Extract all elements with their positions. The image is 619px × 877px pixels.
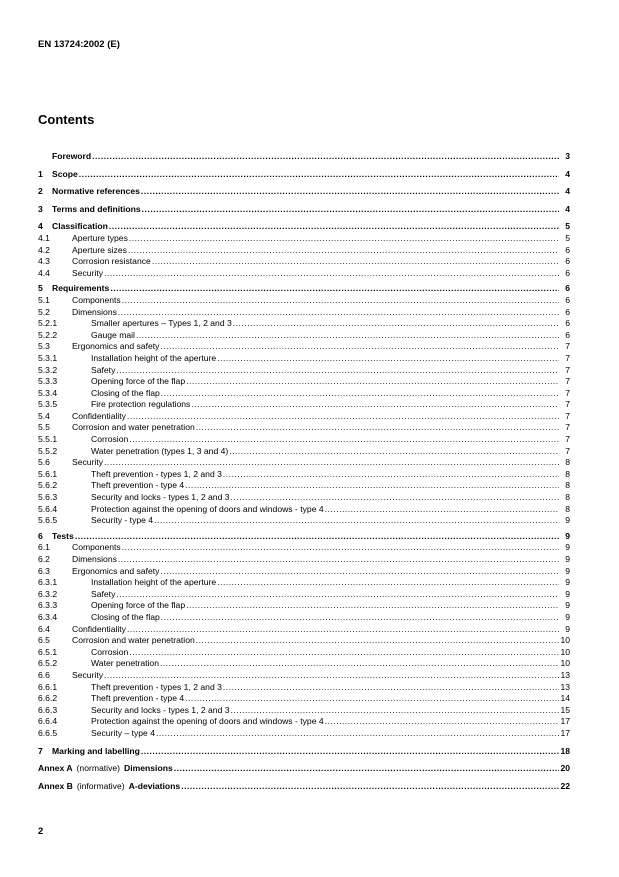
toc-entry-number: 5.6.2 [38, 480, 58, 491]
toc-entry-number: Annex A [38, 763, 73, 774]
toc-entry[interactable] [38, 283, 570, 295]
toc-entry-number: 4.1 [38, 232, 50, 243]
dot-leader [161, 388, 559, 400]
toc-entry-title: Closing of the flap [91, 387, 160, 398]
toc-entry-title: Foreword [52, 151, 92, 161]
dot-leader [325, 716, 559, 728]
dot-leader [129, 233, 559, 245]
toc-entry[interactable] [38, 318, 570, 330]
toc-entry-number: 6.3 [38, 565, 50, 576]
toc-entry-page: 4 [565, 203, 570, 214]
dot-leader [92, 151, 559, 163]
toc-entry-title: Installation height of the aperture [91, 352, 217, 363]
toc-entry-number: Annex B [38, 780, 73, 791]
dot-leader [75, 531, 559, 543]
toc-entry-number: 5.1 [38, 294, 50, 305]
toc-entry-page: 10 [560, 658, 570, 669]
toc-entry-page: 6 [565, 329, 570, 340]
toc-entry-number: 5.3.3 [38, 376, 58, 387]
toc-entry[interactable] [38, 624, 570, 636]
toc-entry[interactable] [38, 647, 570, 659]
toc-entry-page: 6 [565, 306, 570, 317]
toc-entry-title: Protection against the opening of doors and windows - type 4 [91, 716, 324, 727]
toc-entry-page: 9 [565, 515, 570, 526]
toc-entry[interactable] [38, 186, 570, 198]
toc-entry-page: 7 [565, 399, 570, 410]
toc-entry-title: Security – type 4 [91, 727, 156, 738]
dot-leader [110, 283, 559, 295]
toc-entry-number: 5.5.1 [38, 434, 58, 445]
dot-leader [142, 204, 559, 216]
toc-entry-number: 7 [38, 745, 43, 756]
toc-entry-page: 8 [565, 457, 570, 468]
toc-entry-number: 6.5.2 [38, 658, 58, 669]
toc-entry-number: 6.5.1 [38, 646, 58, 657]
toc-entry[interactable] [38, 682, 570, 694]
toc-entry[interactable] [38, 612, 570, 624]
toc-entry-page: 7 [565, 422, 570, 433]
dot-leader [191, 399, 559, 411]
toc-entry-number: 4.2 [38, 244, 50, 255]
dot-leader [161, 612, 559, 624]
dot-leader [127, 624, 559, 636]
toc-entry-title: Security [72, 267, 104, 278]
toc-entry-title: Closing of the flap [91, 611, 160, 622]
toc-entry-number: 1 [38, 168, 43, 179]
dot-leader [136, 330, 559, 342]
dot-leader [104, 268, 559, 280]
toc-entry-number: 5.5.2 [38, 445, 58, 456]
toc-entry[interactable] [38, 365, 570, 377]
toc-entry-title: A-deviations [128, 780, 181, 791]
toc-entry-page: 9 [565, 623, 570, 634]
dot-leader [223, 469, 559, 481]
toc-entry[interactable] [38, 411, 570, 423]
dot-leader [160, 658, 559, 670]
toc-entry-title: Components [72, 542, 121, 553]
toc-entry-title: Theft prevention - type 4 [91, 693, 185, 704]
toc-entry-number: 6.6 [38, 669, 50, 680]
toc-entry-number: 5.6.4 [38, 503, 58, 514]
dot-leader [118, 307, 559, 319]
toc-entry-title: Security and locks - types 1, 2 and 3 [91, 704, 230, 715]
toc-entry-page: 8 [565, 492, 570, 503]
toc-entry-page: 9 [565, 542, 570, 553]
toc-entry-page: 9 [565, 588, 570, 599]
toc-entry[interactable] [38, 705, 570, 717]
toc-entry-page: 7 [565, 410, 570, 421]
dot-leader [127, 411, 559, 423]
toc-entry-number: 6 [38, 530, 43, 541]
toc-entry[interactable] [38, 589, 570, 601]
toc-entry-number: 6.6.4 [38, 716, 58, 727]
dot-leader [129, 434, 559, 446]
toc-entry[interactable] [38, 504, 570, 516]
dot-leader [233, 318, 559, 330]
toc-entry-page: 9 [565, 565, 570, 576]
toc-entry[interactable] [38, 716, 570, 728]
toc-entry[interactable] [38, 728, 570, 740]
toc-entry-page: 10 [560, 635, 570, 646]
dot-leader [152, 256, 559, 268]
dot-leader [160, 341, 559, 353]
dot-leader [116, 589, 559, 601]
toc-entry-page: 9 [565, 577, 570, 588]
toc-entry-page: 6 [565, 244, 570, 255]
dot-leader [154, 515, 559, 527]
toc-entry-title: Corrosion [91, 646, 129, 657]
toc-entry-title: Tests [52, 530, 74, 541]
toc-entry-title: Theft prevention - types 1, 2 and 3 [91, 468, 222, 479]
toc-entry-page: 18 [560, 745, 570, 756]
toc-entry-title: Dimensions [124, 763, 173, 774]
toc-entry-title: Security [72, 669, 104, 680]
dot-leader [196, 635, 559, 647]
toc-entry[interactable] [38, 233, 570, 245]
toc-entry[interactable] [38, 457, 570, 469]
toc-entry[interactable] [38, 376, 570, 388]
toc-entry-number: 5.5 [38, 422, 50, 433]
toc-entry[interactable] [38, 341, 570, 353]
toc-entry-page: 7 [565, 341, 570, 352]
dot-leader [116, 365, 559, 377]
toc-entry[interactable] [38, 763, 570, 775]
toc-entry-title: Theft prevention - types 1, 2 and 3 [91, 681, 222, 692]
toc-entry-number: 6.3.1 [38, 577, 58, 588]
dot-leader [217, 353, 559, 365]
toc-entry-number: 5.3.2 [38, 364, 58, 375]
document-id-header: EN 13724:2002 (E) [38, 39, 120, 50]
dot-leader [185, 693, 559, 705]
dot-leader [186, 376, 559, 388]
toc-entry-page: 14 [560, 693, 570, 704]
toc-entry-number: 6.6.2 [38, 693, 58, 704]
toc-entry-title: Dimensions [72, 554, 117, 564]
toc-entry[interactable] [38, 480, 570, 492]
toc-entry-page: 10 [560, 646, 570, 657]
toc-entry[interactable] [38, 268, 570, 280]
toc-entry-page: 5 [565, 221, 570, 232]
toc-entry[interactable] [38, 434, 570, 446]
toc-entry[interactable] [38, 256, 570, 268]
toc-entry-number: 5.2.1 [38, 318, 58, 329]
toc-entry-number: 6.1 [38, 542, 50, 553]
toc-entry[interactable] [38, 566, 570, 578]
toc-entry-number: 3 [38, 203, 43, 214]
toc-entry-title: Corrosion resistance [72, 256, 151, 267]
dot-leader [141, 186, 559, 198]
toc-entry-number: 5.2.2 [38, 329, 58, 340]
dot-leader [217, 577, 559, 589]
toc-entry[interactable] [38, 399, 570, 411]
dot-leader [129, 647, 559, 659]
toc-entry-title: Water penetration (types 1, 3 and 4) [91, 445, 229, 456]
toc-entry-page: 9 [565, 600, 570, 611]
toc-entry-title: Safety [91, 588, 116, 599]
dot-leader [174, 763, 559, 775]
toc-entry-number: 6.2 [38, 554, 50, 564]
toc-entry[interactable] [38, 554, 570, 566]
toc-entry-number: 5.3 [38, 341, 50, 352]
toc-entry[interactable] [38, 531, 570, 543]
dot-leader [118, 554, 559, 566]
toc-entry-title: Ergonomics and safety [72, 565, 160, 576]
toc-entry-number: 5 [38, 283, 43, 294]
toc-entry-page: 8 [565, 503, 570, 514]
dot-leader [122, 295, 559, 307]
dot-leader [160, 566, 559, 578]
toc-entry[interactable] [38, 204, 570, 216]
toc-entry[interactable] [38, 746, 570, 758]
toc-entry[interactable] [38, 330, 570, 342]
dot-leader [223, 682, 559, 694]
toc-entry-title: Protection against the opening of doors and windows - type 4 [91, 503, 324, 514]
dot-leader [325, 504, 559, 516]
toc-entry-title: Fire protection regulations [91, 399, 191, 410]
toc-entry-page: 17 [560, 716, 570, 727]
toc-entry[interactable] [38, 295, 570, 307]
toc-entry-title: Aperture sizes [72, 244, 127, 255]
toc-entry-title: Security [72, 457, 104, 468]
toc-entry-title: Gauge mail [91, 329, 135, 340]
toc-entry[interactable] [38, 693, 570, 705]
toc-entry-number: 6.4 [38, 623, 50, 634]
toc-entry-title: Confidentiality [72, 410, 126, 421]
dot-leader [79, 169, 559, 181]
toc-entry-number: 5.3.1 [38, 352, 58, 363]
toc-entry-number: 4 [38, 221, 43, 232]
toc-entry-page: 7 [565, 376, 570, 387]
toc-entry-page: 6 [565, 318, 570, 329]
toc-entry-page: 8 [565, 468, 570, 479]
toc-entry-page: 15 [560, 704, 570, 715]
toc-entry-page: 8 [565, 480, 570, 491]
contents-title: Contents [38, 112, 95, 127]
toc-entry-number: 2 [38, 186, 43, 197]
toc-entry-number: 5.6.1 [38, 468, 58, 479]
toc-entry[interactable] [38, 169, 570, 181]
toc-entry-page: 7 [565, 352, 570, 363]
toc-entry-title: Safety [91, 364, 116, 375]
toc-entry-title: Terms and definitions [52, 203, 141, 214]
toc-entry-title: Corrosion and water penetration [72, 635, 195, 646]
toc-entry[interactable] [38, 446, 570, 458]
dot-leader [231, 492, 559, 504]
toc-entry-page: 4 [565, 186, 570, 197]
dot-leader [196, 422, 559, 434]
toc-entry-page: 5 [565, 232, 570, 243]
toc-entry-number: 5.3.5 [38, 399, 58, 410]
toc-entry-title: Requirements [52, 283, 110, 294]
dot-leader [104, 457, 559, 469]
toc-entry-page: 9 [565, 611, 570, 622]
dot-leader [186, 600, 559, 612]
toc-entry-page: 3 [565, 151, 570, 161]
toc-entry-title: Dimensions [72, 306, 117, 317]
toc-entry-page: 9 [565, 554, 570, 564]
dot-leader [104, 670, 559, 682]
toc-entry-page: 9 [565, 530, 570, 541]
toc-entry[interactable] [38, 515, 570, 527]
toc-entry[interactable] [38, 492, 570, 504]
toc-entry-title: Security and locks - types 1, 2 and 3 [91, 492, 230, 503]
toc-entry-number: 5.4 [38, 410, 50, 421]
dot-leader [122, 542, 559, 554]
dot-leader [185, 480, 559, 492]
dot-leader [141, 746, 559, 758]
toc-entry-number: 6.6.5 [38, 727, 58, 738]
toc-entry-title: Ergonomics and safety [72, 341, 160, 352]
toc-entry-title: Scope [52, 168, 78, 179]
toc-entry-title: Security - type 4 [91, 515, 154, 526]
toc-entry-number: 6.3.4 [38, 611, 58, 622]
dot-leader [109, 221, 559, 233]
toc-entry[interactable] [38, 353, 570, 365]
dot-leader [128, 245, 559, 257]
toc-entry-page: 6 [565, 294, 570, 305]
toc-entry-title: Classification [52, 221, 108, 232]
toc-entry-number: 4.3 [38, 256, 50, 267]
toc-entry-title: Smaller apertures – Types 1, 2 and 3 [91, 318, 232, 329]
toc-entry[interactable] [38, 635, 570, 647]
toc-entry-page: 20 [560, 763, 570, 774]
toc-entry-title: Components [72, 294, 121, 305]
toc-entry-page: 13 [560, 681, 570, 692]
toc-entry[interactable] [38, 577, 570, 589]
toc-entry-page: 17 [560, 727, 570, 738]
toc-entry-title: Theft prevention - type 4 [91, 480, 185, 491]
toc-entry[interactable] [38, 307, 570, 319]
toc-entry-title: Opening force of the flap [91, 376, 186, 387]
toc-entry-title: Water penetration [91, 658, 159, 669]
dot-leader [156, 728, 559, 740]
toc-entry-page: 6 [565, 283, 570, 294]
table-of-contents [38, 145, 570, 792]
toc-entry-page: 22 [560, 780, 570, 791]
toc-entry-number: 5.3.4 [38, 387, 58, 398]
toc-entry-title: Marking and labelling [52, 745, 140, 756]
toc-annex-type: (normative) [76, 763, 121, 774]
dot-leader [181, 781, 559, 793]
toc-entry[interactable] [38, 388, 570, 400]
toc-entry-title: Confidentiality [72, 623, 126, 634]
toc-entry-title: Normative references [52, 186, 140, 197]
toc-entry[interactable] [38, 245, 570, 257]
toc-entry[interactable] [38, 658, 570, 670]
toc-entry-title: Aperture types [72, 232, 128, 243]
toc-entry-page: 13 [560, 669, 570, 680]
dot-leader [231, 705, 559, 717]
dot-leader [229, 446, 559, 458]
toc-entry[interactable] [38, 221, 570, 233]
toc-entry-title: Installation height of the aperture [91, 577, 217, 588]
toc-entry[interactable] [38, 151, 570, 163]
toc-entry-number: 5.6.3 [38, 492, 58, 503]
toc-entry[interactable] [38, 781, 570, 793]
toc-annex-type: (informative) [76, 780, 125, 791]
toc-entry-number: 6.3.2 [38, 588, 58, 599]
toc-entry[interactable] [38, 422, 570, 434]
page-number: 2 [38, 826, 44, 837]
toc-entry[interactable] [38, 469, 570, 481]
toc-entry-number: 4.4 [38, 267, 50, 278]
toc-entry-number: 6.6.1 [38, 681, 58, 692]
toc-entry-number: 5.2 [38, 306, 50, 317]
toc-entry-page: 7 [565, 434, 570, 445]
toc-entry[interactable] [38, 670, 570, 682]
toc-entry-title: Opening force of the flap [91, 600, 186, 611]
toc-entry-page: 4 [565, 168, 570, 179]
toc-entry-number: 5.6 [38, 457, 50, 468]
toc-entry-page: 6 [565, 267, 570, 278]
toc-entry-page: 7 [565, 387, 570, 398]
toc-entry-number: 5.6.5 [38, 515, 58, 526]
toc-entry-page: 7 [565, 445, 570, 456]
toc-entry-number: 6.6.3 [38, 704, 58, 715]
toc-entry[interactable] [38, 600, 570, 612]
toc-entry-page: 6 [565, 256, 570, 267]
toc-entry-title: Corrosion and water penetration [72, 422, 195, 433]
toc-entry-page: 7 [565, 364, 570, 375]
toc-entry-title: Corrosion [91, 434, 129, 445]
toc-entry-number: 6.3.3 [38, 600, 58, 611]
toc-entry[interactable] [38, 542, 570, 554]
toc-entry-number: 6.5 [38, 635, 50, 646]
